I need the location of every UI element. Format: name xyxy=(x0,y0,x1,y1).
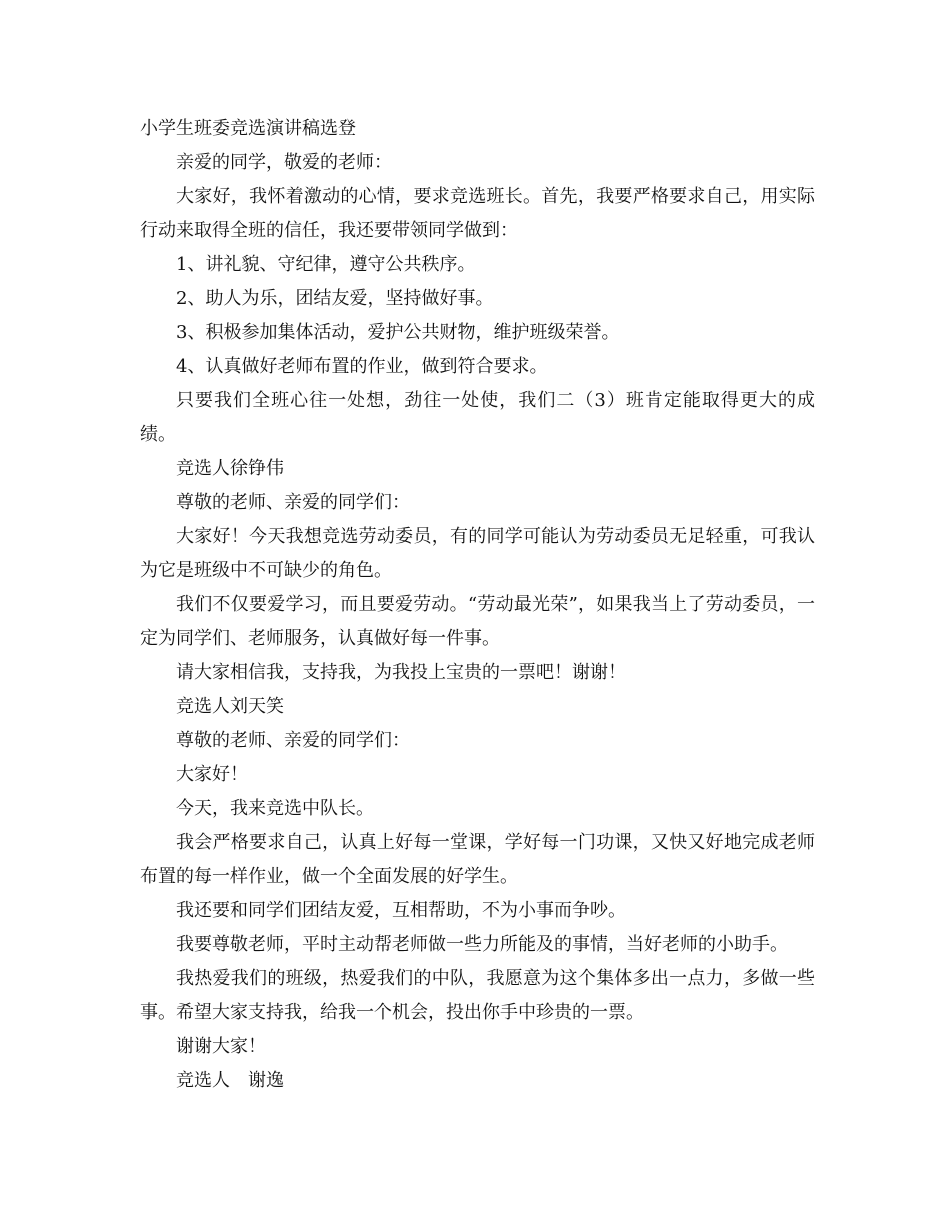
list-item: 3、积极参加集体活动，爱护公共财物，维护班级荣誉。 xyxy=(176,322,620,343)
paragraph: 请大家相信我，支持我，为我投上宝贵的一票吧！谢谢！ xyxy=(176,662,626,683)
signature-line: 竞选人徐铮伟 xyxy=(176,458,284,479)
paragraph: 我会严格要求自己，认真上好每一堂课，学好每一门功课，又快又好地完成老师布置的每一样作业，做一个全面发展的好学生。 xyxy=(140,832,815,887)
paragraph: 我还要和同学们团结友爱，互相帮助，不为小事而争吵。 xyxy=(176,900,626,921)
signature-line: 竞选人刘天笑 xyxy=(176,696,284,717)
salutation: 尊敬的老师、亲爱的同学们： xyxy=(176,492,410,513)
paragraph: 大家好！今天我想竞选劳动委员，有的同学可能认为劳动委员无足轻重，可我认为它是班级中不可缺少的角色。 xyxy=(140,526,815,581)
paragraph: 亲爱的同学，敬爱的老师： xyxy=(176,152,392,173)
document-title: 小学生班委竞选演讲稿选登 xyxy=(140,118,356,139)
paragraph: 我们不仅要爱学习，而且要爱劳动。“劳动最光荣”，如果我当上了劳动委员，一定为同学们、老师服务，认真做好每一件事。 xyxy=(140,594,815,649)
signature-line: 竞选人 谢逸 xyxy=(176,1070,284,1091)
paragraph: 大家好！ xyxy=(176,764,248,785)
document-body xyxy=(140,112,815,1098)
paragraph: 谢谢大家！ xyxy=(176,1036,266,1057)
paragraph: 只要我们全班心往一处想，劲往一处使，我们二（3）班肯定能取得更大的成绩。 xyxy=(140,390,815,445)
paragraph: 我要尊敬老师，平时主动帮老师做一些力所能及的事情，当好老师的小助手。 xyxy=(176,934,788,955)
paragraph: 我热爱我们的班级，热爱我们的中队，我愿意为这个集体多出一点力，多做一些事。希望大家支持我，给我一个机会，投出你手中珍贵的一票。 xyxy=(140,968,815,1023)
list-item: 4、认真做好老师布置的作业，做到符合要求。 xyxy=(176,356,548,377)
list-item: 2、助人为乐，团结友爱，坚持做好事。 xyxy=(176,288,494,309)
paragraph: 今天，我来竞选中队长。 xyxy=(176,798,374,819)
paragraph: 大家好，我怀着激动的心情，要求竞选班长。首先，我要严格要求自己，用实际行动来取得全班的信任，我还要带领同学做到： xyxy=(140,186,815,241)
list-item: 1、讲礼貌、守纪律，遵守公共秩序。 xyxy=(176,254,476,275)
salutation: 尊敬的老师、亲爱的同学们： xyxy=(176,730,410,751)
